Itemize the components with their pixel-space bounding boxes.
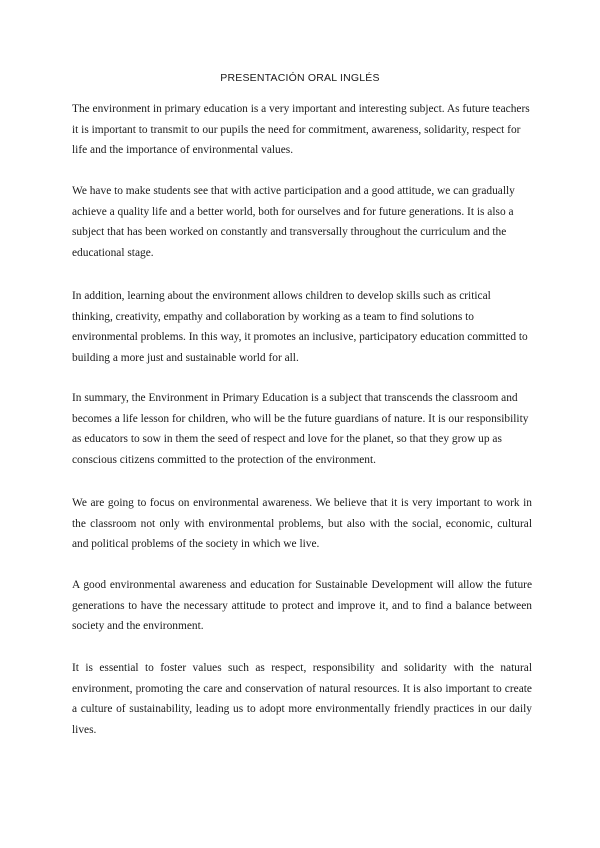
paragraph-active-participation: We have to make students see that with active participation and a good attitude, we can gradually achieve a quality life and a better world, both for ourselves and for future generations. It is also a subject that has been worked on constantly and transversally throughout the curriculum and the educational stage. — [72, 185, 515, 259]
paragraph-primary-education-importance: The environment in primary education is a very important and interesting subject. As future teachers it is important to transmit to our pupils the need for commitment, awareness, solidarity, respect for life and the importance of environmental values. — [72, 103, 530, 157]
paragraph-skills-development: In addition, learning about the environment allows children to develop skills such as critical thinking, creativity, empathy and collaboration by working as a team to find solutions to environmental problems. In this way, it promotes an inclusive, participatory education committed to building a more just and sustainable world for all. — [72, 290, 528, 364]
paragraph-culture-of-sustainability: It is essential to foster values such as respect, responsibility and solidarity with the natural environment, promoting the care and conservation of natural resources. It is also important to create a culture of sustainability, leading us to adopt more environmentally friendly practices in our daily lives. — [72, 662, 532, 736]
paragraph-sustainable-development: A good environmental awareness and education for Sustainable Development will allow the future generations to have the necessary attitude to protect and improve it, and to find a balance between society and the environment. — [72, 579, 532, 633]
paragraph-environmental-awareness: We are going to focus on environmental awareness. We believe that it is very important to work in the classroom not only with environmental problems, but also with the social, economic, cultural and political problems of the society in which we live. — [72, 497, 532, 551]
paragraph-summary: In summary, the Environment in Primary Education is a subject that transcends the classroom and becomes a life lesson for children, who will be the future guardians of nature. It is our responsibility as educators to sow in them the seed of respect and love for the planet, so that they grow up as conscious citizens committed to the protection of the environment. — [72, 392, 529, 466]
document-title: PRESENTACIÓN ORAL INGLÉS — [220, 72, 380, 84]
